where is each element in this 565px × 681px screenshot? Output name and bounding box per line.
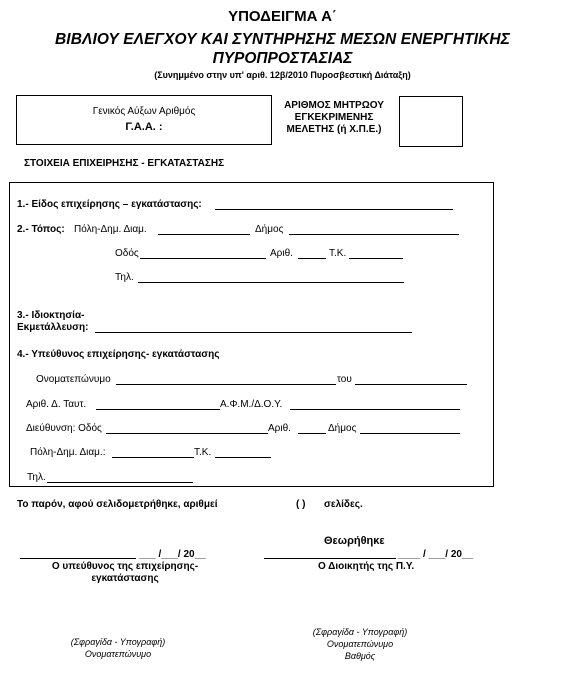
gaa-label: Γενικός Αύξων Αριθμός: [92, 106, 196, 117]
field-address-municipality-line[interactable]: [360, 433, 460, 434]
field-business-type-line[interactable]: [215, 209, 453, 210]
field-address-postal-line[interactable]: [215, 457, 271, 458]
field-municipality-label: Δήμος: [255, 224, 284, 235]
right-signature-line[interactable]: [264, 558, 396, 559]
field-postal-line[interactable]: [349, 258, 403, 259]
header-note: (Συνημμένο στην υπ' αριθ. 12β/2010 Πυροσβεστική Διάταξη): [154, 70, 411, 80]
registry-label: ΑΡΙΘΜΟΣ ΜΗΤΡΩΟΥ ΕΓΚΕΚΡΙΜΕΝΗΣ ΜΕΛΕΤΗΣ (ή Χ.Π.Ε.): [284, 100, 384, 135]
left-stamp: (Σφραγίδα - Υπογραφή) Ονοματεπώνυμο: [70, 637, 166, 659]
section-title: ΣΤΟΙΧΕΙΑ ΕΠΙΧΕΙΡΗΣΗΣ - ΕΓΚΑΤΑΣΤΑΣΗΣ: [24, 158, 225, 169]
field-ownership-label: 3.- Ιδιοκτησία- Εκμετάλλευση:: [17, 310, 89, 333]
field-business-type-label: 1.- Είδος επιχείρησης – εγκατάστασης:: [17, 199, 202, 210]
header-subtitle-2: ΠΥΡΟΠΡΟΣΤΑΣΙΑΣ: [212, 50, 353, 67]
field-phone2-label: Τηλ.: [27, 472, 46, 483]
right-signer-title: Ο Διοικητής της Π.Υ.: [318, 561, 415, 572]
field-phone-line[interactable]: [138, 282, 404, 283]
field-responsible-label: 4.- Υπεύθυνος επιχείρησης- εγκατάστασης: [17, 349, 220, 360]
pages-count[interactable]: ( ): [296, 499, 306, 510]
field-address-postal-label: Τ.Κ.: [194, 447, 212, 458]
field-place-label: 2.- Τόπος:: [17, 224, 65, 235]
field-address-city-line[interactable]: [112, 457, 194, 458]
field-city-label: Πόλη-Δημ. Διαμ.: [74, 224, 147, 235]
registry-number-box[interactable]: [399, 96, 463, 147]
field-municipality-line[interactable]: [289, 234, 459, 235]
field-address-number-line[interactable]: [298, 433, 326, 434]
field-city-line[interactable]: [158, 234, 250, 235]
field-postal-label: Τ.Κ.: [329, 248, 347, 259]
field-id-line[interactable]: [96, 409, 220, 410]
left-date[interactable]: ___ /___/ 20__: [139, 549, 206, 560]
field-name-label: Ονοματεπώνυμο: [36, 374, 111, 385]
gaa-code: Γ.Α.Α. :: [125, 121, 163, 133]
field-afm-label: Α.Φ.Μ./Δ.Ο.Υ.: [220, 399, 283, 410]
left-signature-line[interactable]: [20, 558, 136, 559]
field-address-label: Διεύθυνση: Οδός: [26, 423, 102, 434]
field-afm-line[interactable]: [290, 409, 460, 410]
right-stamp: (Σφραγίδα - Υπογραφή) Ονοματεπώνυμο Βαθμός: [312, 627, 408, 661]
field-address-municipality-label: Δήμος: [328, 423, 357, 434]
field-number-label: Αριθ.: [270, 248, 293, 259]
field-number-line[interactable]: [298, 258, 326, 259]
field-ownership-line[interactable]: [95, 332, 412, 333]
field-father-line[interactable]: [355, 384, 467, 385]
field-street-line[interactable]: [140, 258, 266, 259]
field-address-number-label: Αριθ.: [268, 423, 291, 434]
field-street-label: Οδός: [115, 248, 139, 259]
pages-statement: Το παρόν, αφού σελιδομετρήθηκε, αριθμεί: [17, 499, 218, 510]
field-address-line[interactable]: [106, 433, 268, 434]
left-signer-title: Ο υπεύθυνος της επιχείρησης- εγκατάστασης: [51, 561, 199, 584]
gaa-box: [16, 95, 272, 145]
field-phone2-line[interactable]: [47, 482, 193, 483]
pages-suffix: σελίδες.: [324, 499, 363, 510]
field-phone-label: Τηλ.: [115, 272, 134, 283]
approved-heading: Θεωρήθηκε: [324, 535, 385, 547]
header-subtitle: ΒΙΒΛΙΟΥ ΕΛΕΓΧΟΥ ΚΑΙ ΣΥΝΤΗΡΗΣΗΣ ΜΕΣΩΝ ΕΝΕΡΓΗΤΙΚΗΣ: [55, 31, 510, 48]
field-id-label: Αριθ. Δ. Ταυτ.: [26, 399, 87, 410]
field-father-label: του: [337, 374, 352, 385]
right-date[interactable]: ____ / ___/ 20__: [398, 549, 474, 560]
field-name-line[interactable]: [116, 384, 336, 385]
header-title: ΥΠΟΔΕΙΓΜΑ Α΄: [228, 8, 337, 25]
field-address-city-label: Πόλη-Δημ. Διαμ.:: [30, 447, 106, 458]
